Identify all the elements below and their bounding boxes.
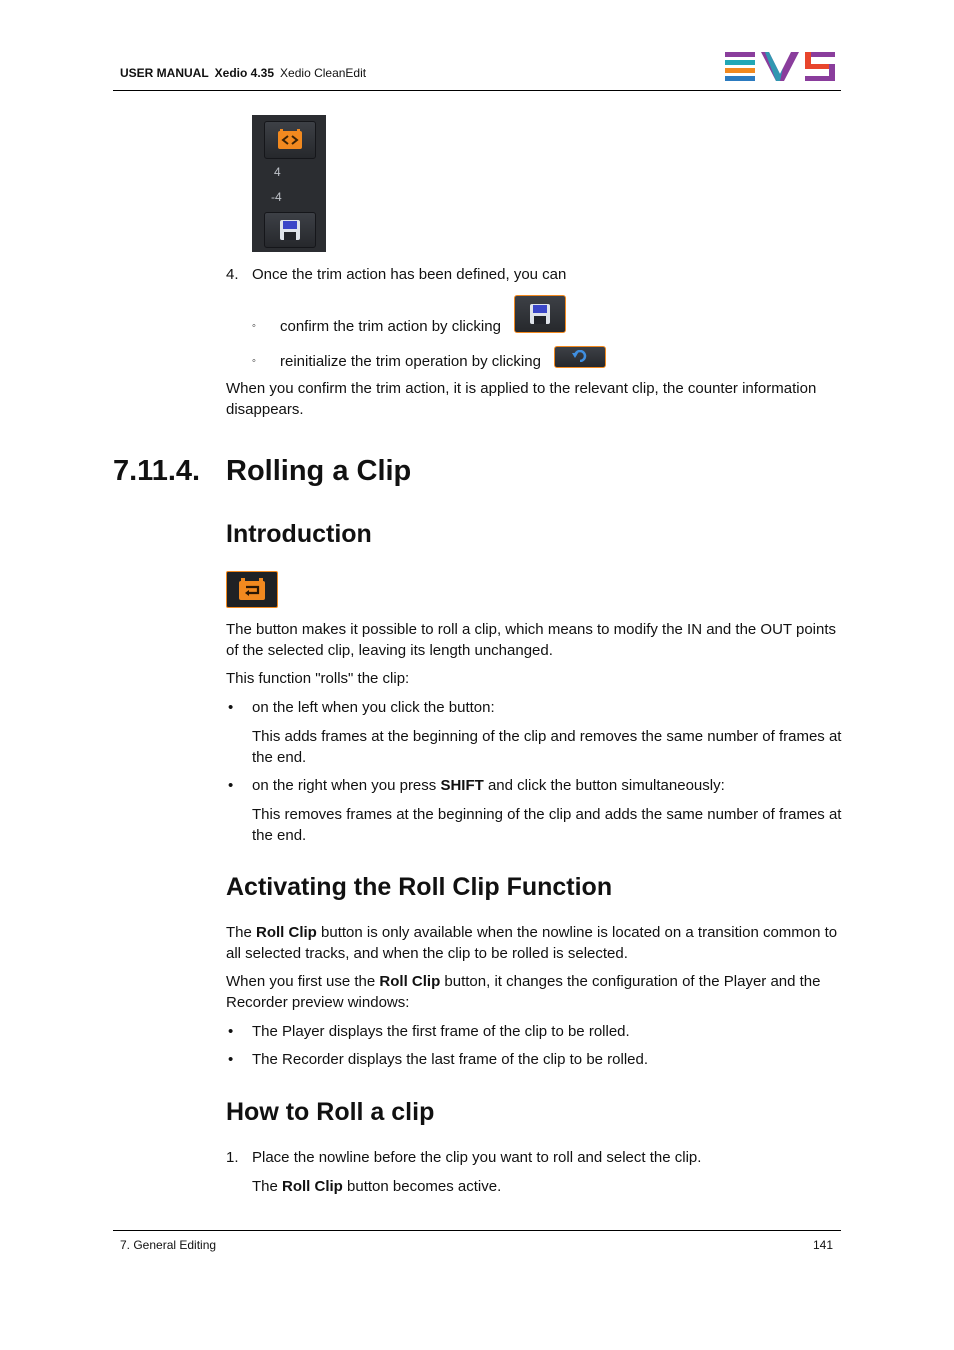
step-4-text: Once the trim action has been defined, you can xyxy=(252,266,567,283)
step-1-detail-pre: The xyxy=(252,1178,283,1195)
recorder-bullet-text: The Recorder displays the last frame of the clip to be rolled. xyxy=(252,1051,649,1068)
bullet-4: • xyxy=(228,1051,234,1068)
section-heading xyxy=(113,455,411,488)
step-4-number: 4. xyxy=(226,266,239,283)
confirm-trim-text: confirm the trim action by clicking xyxy=(280,318,501,335)
activating-paragraph-1 xyxy=(226,922,842,964)
intro-paragraph-1: The button makes it possible to roll a clip, which means to modify the IN and the OUT points of the selected clip, leaving its length unchanged. xyxy=(226,621,837,659)
trim-counter-panel xyxy=(252,115,326,252)
reinit-trim-text: reinitialize the trim operation by clicking xyxy=(280,353,541,370)
roll-clip-button[interactable] xyxy=(226,571,278,608)
confirm-paragraph: When you confirm the trim action, it is applied to the relevant clip, the counter information disappears. xyxy=(226,380,817,418)
introduction-heading: Introduction xyxy=(226,520,372,548)
roll-clip-button-figure xyxy=(264,121,316,159)
player-bullet-text: The Player displays the first frame of the clip to be rolled. xyxy=(252,1023,630,1040)
header-manual: USER MANUAL xyxy=(120,66,209,80)
bullet-left-detail: This adds frames at the beginning of the clip and removes the same number of frames at the end. xyxy=(252,728,842,766)
step-1-detail-post: button becomes active. xyxy=(342,1178,502,1195)
header-product: Xedio 4.35 xyxy=(214,66,275,80)
roll-clip-term: Roll Clip xyxy=(379,973,441,990)
bullet-right-text xyxy=(252,775,725,796)
bullet-right-pre: on the right when you press xyxy=(252,777,441,794)
counter-value-out: -4 xyxy=(271,190,282,204)
section-title: Rolling a Clip xyxy=(226,455,412,487)
step-1-text: Place the nowline before the clip you want to roll and select the clip. xyxy=(252,1149,702,1166)
howto-heading: How to Roll a clip xyxy=(226,1098,435,1126)
bullet-left-text: on the left when you click the button: xyxy=(252,699,495,716)
roll-clip-term: Roll Clip xyxy=(282,1178,343,1195)
sub-bullet-1: ◦ xyxy=(252,320,256,332)
roll-clip-icon xyxy=(277,128,303,152)
footer-chapter: 7. General Editing xyxy=(120,1238,217,1252)
footer-rule xyxy=(113,1230,841,1231)
save-icon xyxy=(529,303,551,325)
bullet-2: • xyxy=(228,777,234,794)
step-1-detail xyxy=(252,1176,501,1197)
step-1-number: 1. xyxy=(226,1149,239,1166)
activating-p1-pre: The xyxy=(226,924,257,941)
section-number: 7.11.4. xyxy=(113,455,201,487)
roll-clip-icon xyxy=(238,578,266,602)
shift-key-label: SHIFT xyxy=(440,777,484,794)
bullet-right-detail: This removes frames at the beginning of the clip and adds the same number of frames at the end. xyxy=(252,806,842,844)
activating-p1-post: button is only available when the nowline is located on a transition common to all selected tracks, and when the clip to be rolled is selected. xyxy=(226,924,838,962)
page-number: 141 xyxy=(813,1238,834,1252)
activating-p2-pre: When you first use the xyxy=(226,973,380,990)
header-rule xyxy=(113,90,841,91)
activating-p2-post: button, it changes the configuration of the Player and the Recorder preview windows: xyxy=(226,973,821,1011)
activating-heading: Activating the Roll Clip Function xyxy=(226,873,613,901)
evs-logo xyxy=(725,52,835,82)
counter-value-in: 4 xyxy=(274,165,281,179)
confirm-trim-button[interactable] xyxy=(514,295,566,333)
header-module: Xedio CleanEdit xyxy=(280,66,367,80)
activating-paragraph-2 xyxy=(226,971,842,1013)
undo-icon xyxy=(571,350,589,362)
running-header xyxy=(120,66,366,80)
sub-bullet-2: ◦ xyxy=(252,355,256,367)
bullet-1: • xyxy=(228,699,234,716)
roll-clip-term: Roll Clip xyxy=(256,924,317,941)
reinitialize-trim-button[interactable] xyxy=(554,346,606,368)
save-icon xyxy=(279,219,301,241)
intro-paragraph-2: This function "rolls" the clip: xyxy=(226,670,410,687)
save-trim-button-figure xyxy=(264,212,316,248)
bullet-right-post: and click the button simultaneously: xyxy=(483,777,725,794)
bullet-3: • xyxy=(228,1023,234,1040)
